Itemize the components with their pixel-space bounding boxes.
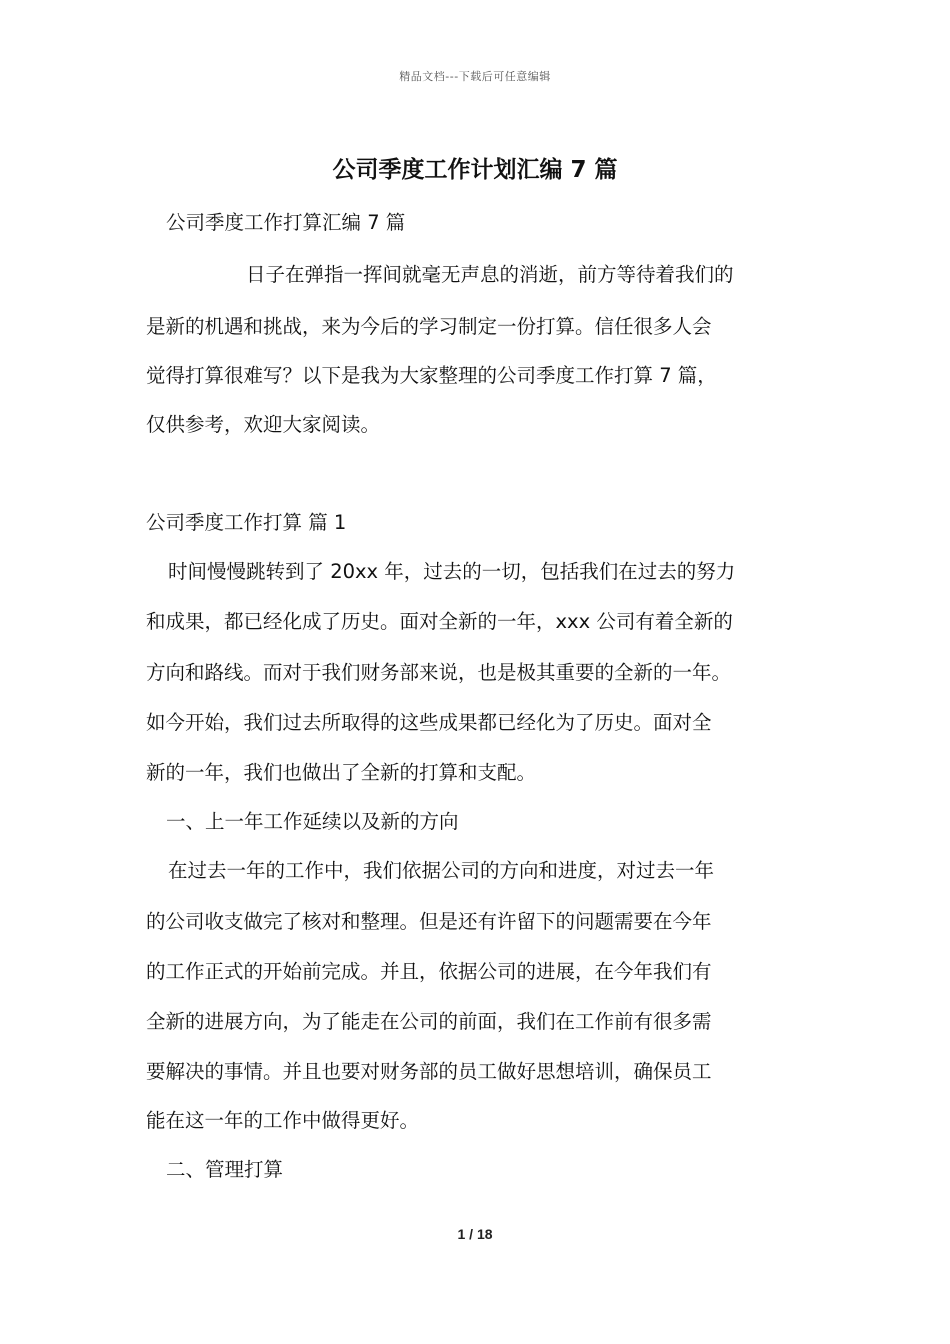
- intro-line-1: 日子在弹指一挥间就毫无声息的消逝，前方等待着我们的: [246, 263, 734, 286]
- para1-line-1: 时间慢慢跳转到了 20xx 年，过去的一切，包括我们在过去的努力: [168, 560, 736, 583]
- intro-line-3: 觉得打算很难写？以下是我为大家整理的公司季度工作打算 7 篇，: [146, 364, 717, 387]
- para1-line-3: 方向和路线。而对于我们财务部来说，也是极其重要的全新的一年。: [146, 661, 732, 684]
- para1-line-4: 如今开始，我们过去所取得的这些成果都已经化为了历史。面对全: [146, 711, 712, 734]
- section-heading-1: 公司季度工作打算 篇 1: [146, 511, 347, 534]
- para2-line-2: 的公司收支做完了核对和整理。但是还有许留下的问题需要在今年: [146, 910, 712, 933]
- subheading-1: 一、上一年工作延续以及新的方向: [166, 810, 459, 833]
- para2-line-4: 全新的进展方向，为了能走在公司的前面，我们在工作前有很多需: [146, 1010, 712, 1033]
- para1-line-2: 和成果，都已经化成了历史。面对全新的一年，xxx 公司有着全新的: [146, 610, 733, 633]
- intro-line-2: 是新的机遇和挑战，来为今后的学习制定一份打算。信任很多人会: [146, 315, 712, 338]
- document-title: 公司季度工作计划汇编 7 篇: [332, 157, 618, 183]
- subheading-2: 二、管理打算: [166, 1158, 284, 1181]
- para2-line-5: 要解决的事情。并且也要对财务部的员工做好思想培训，确保员工: [146, 1060, 712, 1083]
- intro-line-4: 仅供参考，欢迎大家阅读。: [146, 413, 381, 436]
- para2-line-6: 能在这一年的工作中做得更好。: [146, 1109, 420, 1132]
- para2-line-3: 的工作正式的开始前完成。并且，依据公司的进展，在今年我们有: [146, 960, 712, 983]
- page-number: 1 / 18: [457, 1226, 493, 1242]
- subtitle: 公司季度工作打算汇编 7 篇: [166, 211, 406, 234]
- para1-line-5: 新的一年，我们也做出了全新的打算和支配。: [146, 761, 537, 784]
- para2-line-1: 在过去一年的工作中，我们依据公司的方向和进度，对过去一年: [168, 859, 715, 882]
- header-note: 精品文档---下载后可任意编辑: [399, 70, 551, 83]
